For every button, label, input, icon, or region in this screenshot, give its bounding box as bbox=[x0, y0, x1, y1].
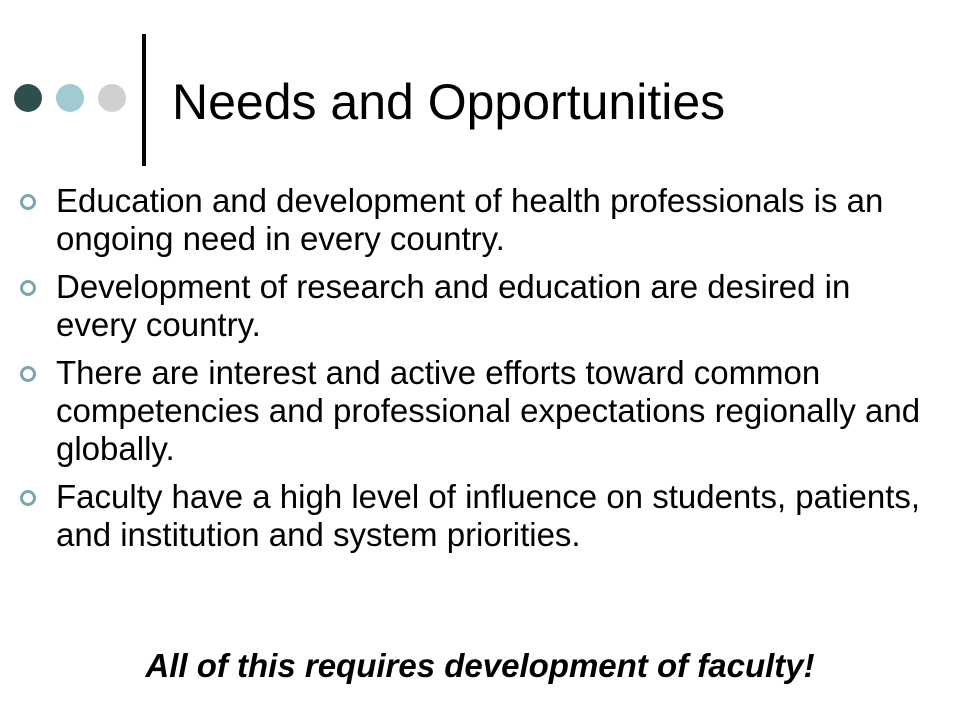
bullet-text: There are interest and active efforts toward common competencies and professional expectations regionally and globally. bbox=[56, 354, 921, 467]
circle-bullet-icon bbox=[20, 490, 36, 506]
bullet-item bbox=[20, 268, 940, 344]
dot-teal-icon bbox=[56, 84, 84, 112]
decorative-dots bbox=[14, 84, 140, 112]
circle-bullet-icon bbox=[20, 194, 36, 210]
bullet-text: Education and development of health professionals is an ongoing need in every country. bbox=[56, 182, 884, 257]
bullet-text: Faculty have a high level of influence on students, patients, and institution and system priorities. bbox=[56, 478, 921, 553]
bullet-text: Development of research and education are desired in every country. bbox=[56, 268, 851, 343]
circle-bullet-icon bbox=[20, 366, 36, 382]
dot-dark-icon bbox=[14, 84, 42, 112]
bullet-item bbox=[20, 182, 940, 258]
dot-gray-icon bbox=[98, 84, 126, 112]
conclusion-text: All of this requires development of faculty! bbox=[145, 647, 815, 684]
bullet-item bbox=[20, 478, 940, 554]
circle-bullet-icon bbox=[20, 280, 36, 296]
slide-title: Needs and Opportunities bbox=[172, 74, 726, 130]
bullet-list bbox=[20, 182, 940, 564]
title-divider bbox=[142, 34, 146, 166]
bullet-item bbox=[20, 354, 940, 468]
